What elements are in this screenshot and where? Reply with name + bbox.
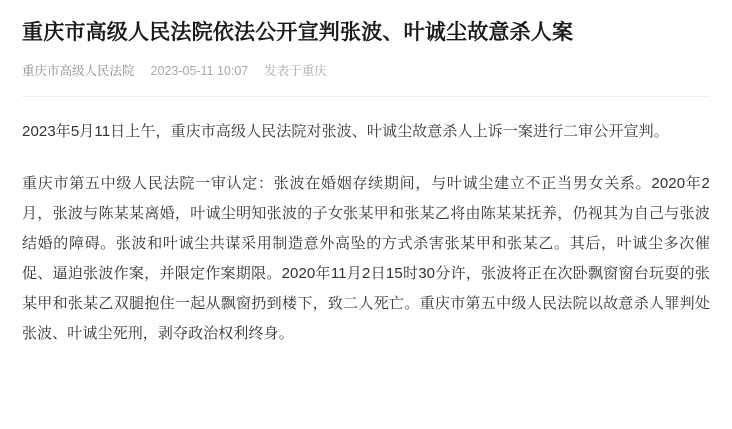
header-divider (22, 96, 710, 97)
page-title: 重庆市高级人民法院依法公开宣判张波、叶诚尘故意杀人案 (22, 21, 574, 44)
article-source: 重庆市高级人民法院 (22, 64, 135, 78)
article-paragraph: 2023年5月11日上午，重庆市高级人民法院对张波、叶诚尘故意杀人上诉一案进行二审公开宣判。 (22, 123, 669, 140)
article-meta (22, 62, 710, 80)
article-timestamp: 2023-05-11 10:07 (150, 64, 249, 78)
article-location: 发表于重庆 (264, 64, 327, 78)
article-paragraph: 重庆市第五中级人民法院一审认定：张波在婚姻存续期间，与叶诚尘建立不正当男女关系。2020年2月，张波与陈某某离婚，叶诚尘明知张波的子女张某甲和张某乙将由陈某某抚养，仍视其为自己与张波结婚的障碍。张波和叶诚尘共谋采用制造意外高坠的方式杀害张某甲和张某乙。其后，叶诚尘多次催促、逼迫张波作案，并限定作案期限。2020年11月2日15时30分许，张波将正在次卧飘窗窗台玩耍的张某甲和张某乙双腿抱住一起从飘窗扔到楼下，致二人死亡。重庆市第五中级人民法院以故意杀人罪判处张波、叶诚尘死刑，剥夺政治权利终身。 (22, 175, 710, 342)
